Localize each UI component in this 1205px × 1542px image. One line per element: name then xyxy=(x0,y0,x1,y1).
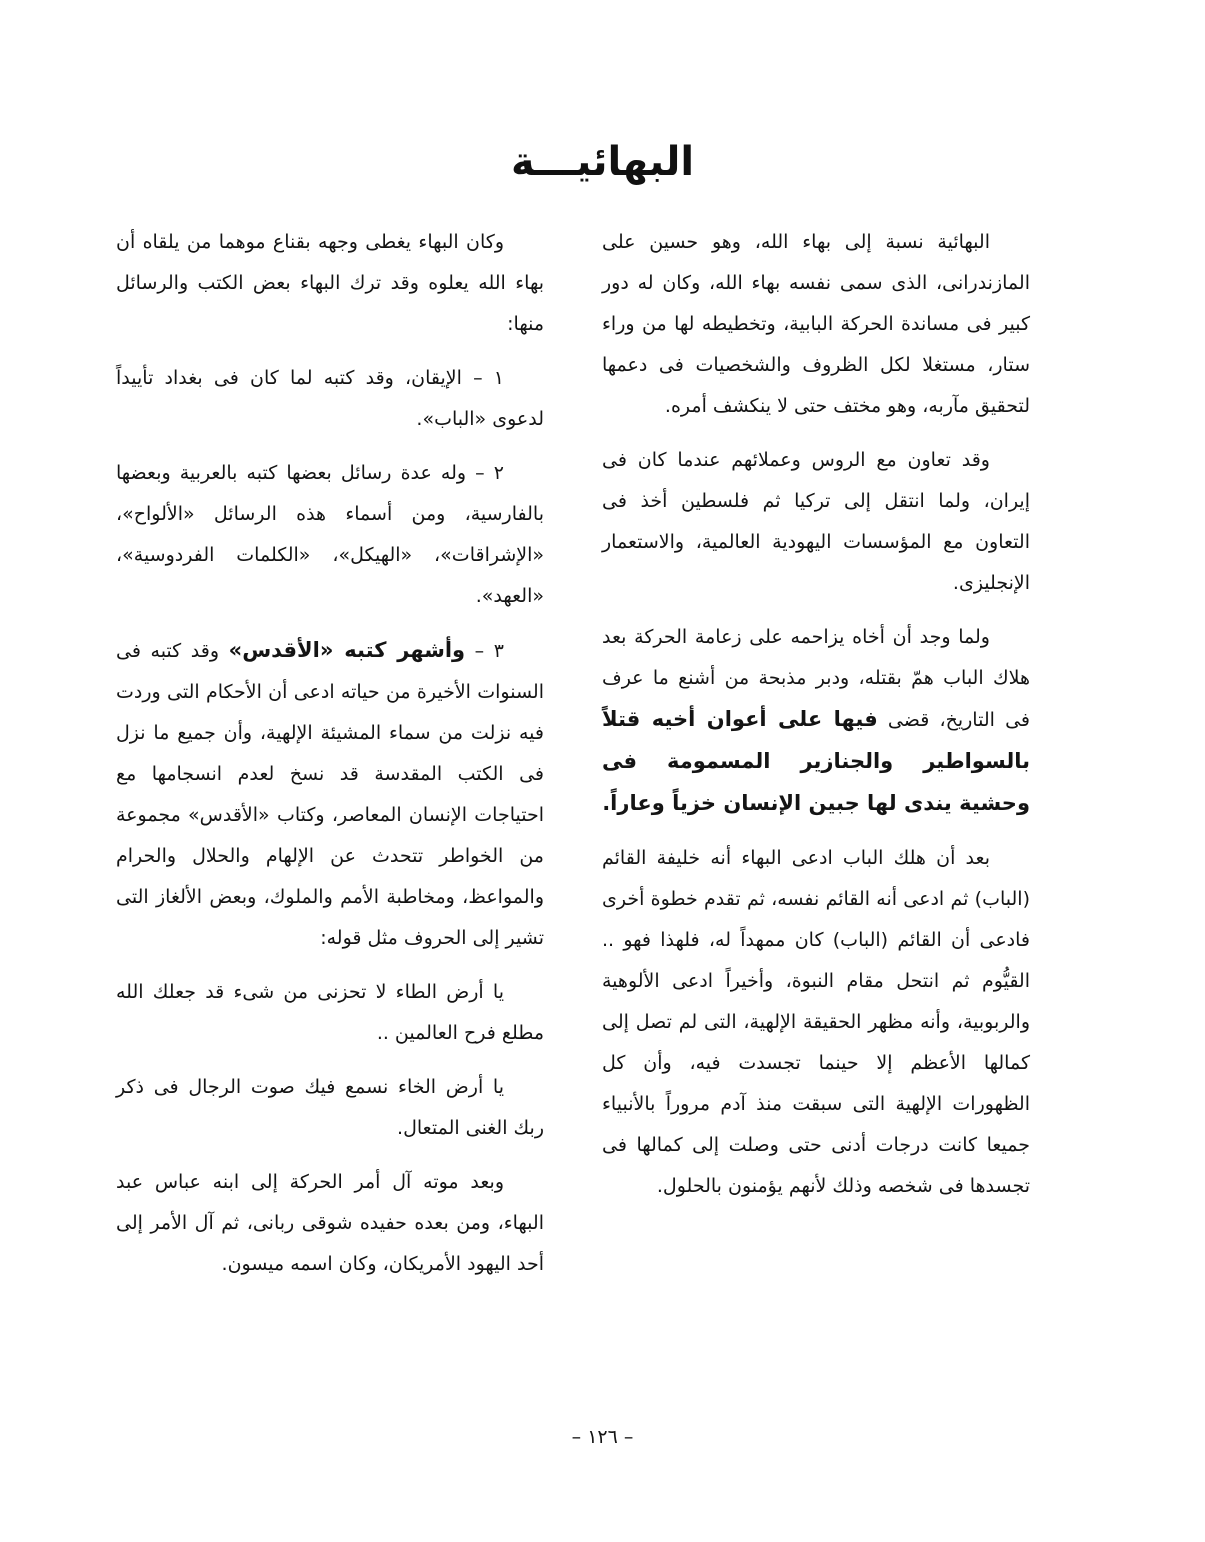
quote: يا أرض الخاء نسمع فيك صوت الرجال فى ذكر ربك الغنى المتعال. xyxy=(116,1076,544,1139)
quote: يا أرض الطاء لا تحزنى من شىء قد جعلك الله مطلع فرح العالمين .. xyxy=(116,981,544,1044)
paragraph xyxy=(602,617,1030,825)
page-title: البهائيـــة xyxy=(510,139,695,185)
list-item xyxy=(116,630,544,959)
list-item: ٢ – وله عدة رسائل بعضها كتبه بالعربية وبعضها بالفارسية، ومن أسماء هذه الرسائل «الألواح»، «الإشراقات»، «الهيكل»، «الكلمات الفردوسية»، «العهد». xyxy=(116,462,544,607)
left-column xyxy=(116,222,544,1298)
list-item-text: وقد كتبه فى السنوات الأخيرة من حياته ادعى أن الأحكام التى وردت فيه نزلت من سماء المشيئة الإلهية، وأن جميع ما نزل فى الكتب المقدسة قد نسخ لعدم انسجامها مع احتياجات الإنسان المعاصر، وكتاب «الأقدس» مجموعة من الخواطر تتحدث عن الإلهام والحلال والحرام والمواعظ، ومخاطبة الأمم والملوك، وبعض الألغاز التى تشير إلى الحروف مثل قوله: xyxy=(116,640,544,949)
page-number: – ١٢٦ – xyxy=(571,1426,634,1448)
bold-book-title: وأشهر كتبه «الأقدس» xyxy=(228,638,466,662)
paragraph: البهائية نسبة إلى بهاء الله، وهو حسين على المازندرانى، الذى سمى نفسه بهاء الله، وكان له دور كبير فى مساندة الحركة البابية، وتخطيطه لها من وراء ستار، مستغلا لكل الظروف والشخصيات فى دعمها لتحقيق مآربه، وهو مختف حتى لا ينكشف أمره. xyxy=(602,231,1030,417)
paragraph: بعد أن هلك الباب ادعى البهاء أنه خليفة القائم (الباب) ثم ادعى أنه القائم نفسه، ثم تقدم خطوة أخرى فادعى أن القائم (الباب) كان ممهداً له، فلهذا فهو .. القيُّوم ثم انتحل مقام النبوة، وأخيراً ادعى الألوهية والربوبية، وأنه مظهر الحقيقة الإلهية، التى لم تصل إلى كمالها الأعظم إلا حينما تجسدت فيه، وأن كل الظهورات الإلهية التى سبقت منذ آدم مروراً بالأنبياء جميعا كانت درجات أدنى حتى وصلت إلى كمالها فى تجسدها فى شخصه وذلك لأنهم يؤمنون بالحلول. xyxy=(602,847,1030,1197)
paragraph: وكان البهاء يغطى وجهه بقناع موهما من يلقاه أن بهاء الله يعلوه وقد ترك البهاء بعض الكتب والرسائل منها: xyxy=(116,231,544,335)
list-item: ١ – الإيقان، وقد كتبه لما كان فى بغداد تأييداً لدعوى «الباب». xyxy=(116,367,544,430)
list-number: ٣ – xyxy=(465,640,504,662)
right-column xyxy=(602,222,1030,1220)
paragraph-text: ولما وجد أن أخاه يزاحمه على زعامة الحركة بعد هلاك الباب همّ بقتله، ودبر مذبحة من أشنع ما عرف فى التاريخ، قضى xyxy=(602,626,1030,731)
paragraph: وقد تعاون مع الروس وعملائهم عندما كان فى إيران، ولما انتقل إلى تركيا ثم فلسطين أخذ فى التعاون مع المؤسسات اليهودية العالمية، والاستعمار الإنجليزى. xyxy=(602,449,1030,594)
paragraph: وبعد موته آل أمر الحركة إلى ابنه عباس عبد البهاء، ومن بعده حفيده شوقى ربانى، ثم آل الأمر إلى أحد اليهود الأمريكان، وكان اسمه ميسون. xyxy=(116,1171,544,1275)
bold-emphasis-text: فيها على أعوان أخيه قتلاً بالسواطير والجنازير المسمومة فى وحشية يندى لها جبين الإنسان خزياً وعاراً. xyxy=(602,707,1030,815)
